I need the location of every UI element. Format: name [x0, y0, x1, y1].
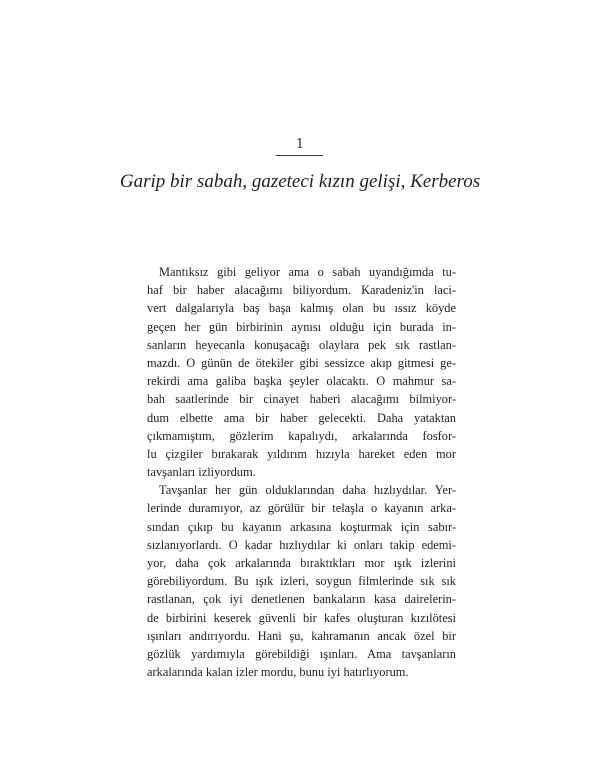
text-line: görebiliyordum. Bu ışık izleri, soygun filmlerinde sık sık [147, 574, 456, 589]
text-line: dum elbette ama bir haber gelecekti. Daha yataktan [147, 410, 456, 425]
text-line: mazdı. O günün de ötekiler gibi sessizce akıp gitmesi ge- [147, 355, 456, 370]
chapter-number: 1 [295, 137, 305, 152]
text-line: gözlük yardımıyla görebildiği ışınları. Ama tavşanların [147, 646, 456, 661]
text-line: Mantıksız gibi geliyor ama o sabah uyandığımda tu- [159, 265, 456, 279]
text-line: geçen her gün birbirinin aynısı olduğu için burada in- [147, 319, 456, 334]
text-line: ışınları andırıyordu. Hani şu, kahramanın ancak özel bir [147, 628, 456, 643]
paragraph [147, 263, 456, 481]
text-line: sanların heyecanla konuşacağı olaylara pek sık rastlan- [147, 337, 456, 352]
text-line: çıkmamıştım, gözlerim kapalıydı, arkalarında fosfor- [147, 428, 456, 443]
text-line: lerinde duramıyor, az görülür bir telaşla o kayanın arka- [147, 501, 456, 516]
text-line: tavşanları izliyordum. [147, 465, 256, 480]
paragraph [147, 481, 456, 681]
text-line: sından çıkıp bu kayanın arkasına koşturmak için sabır- [147, 519, 456, 534]
text-line: vert dalgalarıyla baş başa kalmış olan bu ıssız köyde [147, 301, 456, 316]
chapter-rule [276, 155, 323, 156]
text-line: arkalarında kalan izler mordu, bunu iyi hatırlıyorum. [147, 665, 409, 680]
text-line: haf bir haber alacağımı biliyordum. Karadeniz'in laci- [147, 283, 456, 298]
text-line: yor, daha çok arkalarında bıraktıkları mor ışık izlerini [147, 556, 456, 570]
text-line: bah saatlerinde bir cinayet haberi alacağımı bilmiyor- [147, 392, 456, 407]
text-line: Tavşanlar her gün olduklarından daha hızlıydılar. Yer- [159, 483, 456, 498]
text-line: rekirdi ama galiba başka şeyler olacaktı. O mahmur sa- [147, 374, 456, 389]
text-line: lu çizgiler bırakarak yıldırım hızıyla hareket eden mor [147, 446, 456, 461]
text-line: rastlanan, çok iyi denetlenen bankaların kasa dairelerin- [147, 592, 456, 607]
body-text [147, 263, 456, 681]
text-line: de birbirini keserek güvenli bir kafes oluşturan kızılötesi [147, 610, 456, 625]
chapter-title: Garip bir sabah, gazeteci kızın gelişi, Kerberos [119, 171, 481, 192]
text-line: sızlanıyorlardı. O kadar hızlıydılar ki onları takip edemi- [147, 537, 456, 552]
